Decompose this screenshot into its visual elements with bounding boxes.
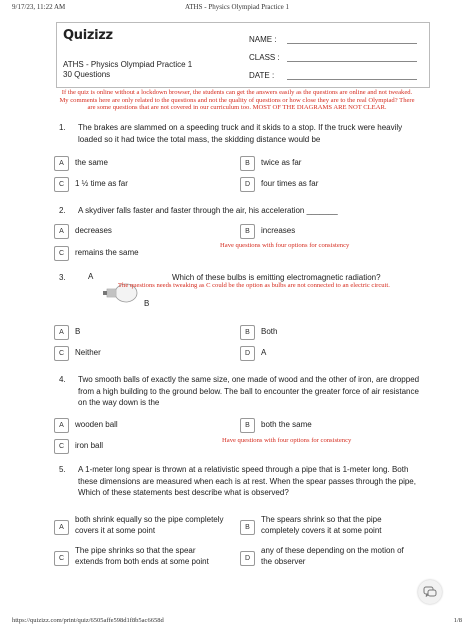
answer-option[interactable] (54, 246, 224, 261)
answer-option[interactable] (54, 177, 224, 192)
option-key: A (54, 418, 69, 433)
reviewer-note-line: If the quiz is online without a lockdown browser, the students can get the answers easily as the questions are online and not tweaked. (61, 89, 413, 96)
answer-option[interactable] (240, 514, 410, 540)
question-text: A skydiver falls faster and faster through the air, his acceleration _______ (78, 206, 338, 215)
option-key: A (54, 520, 69, 535)
class-label: CLASS : (249, 53, 280, 62)
option-key: B (240, 418, 255, 433)
answer-option[interactable] (240, 418, 410, 433)
quiz-title-block (63, 60, 192, 79)
answer-option[interactable] (54, 224, 224, 239)
reviewer-note: Have questions with four options for consistency (222, 437, 352, 444)
question-number: 4. (59, 375, 66, 384)
option-text: A (261, 348, 267, 357)
option-text: The spears shrink so that the pipe completely covers it at some point (261, 515, 382, 535)
answer-option[interactable] (54, 439, 224, 454)
bulb-label-a: A (88, 272, 94, 281)
answer-option[interactable] (54, 346, 224, 361)
option-text: both shrink equally so the pipe completely covers it at some point (75, 515, 224, 535)
question-number: 1. (59, 123, 66, 132)
answer-option[interactable] (54, 418, 224, 433)
option-text: 1 ½ time as far (75, 179, 128, 188)
reviewer-note-line: My comments here are only related to the questions and not the quality of questions or how close they are to the real Olympiad? There (59, 96, 415, 104)
option-key: C (54, 551, 69, 566)
option-text: remains the same (75, 248, 139, 257)
option-key: A (54, 156, 69, 171)
chat-icon (418, 580, 442, 604)
question-number: 5. (59, 465, 66, 474)
question-text: A 1-meter long spear is thrown at a relativistic speed through a pipe that is 1-meter long. Both these dimensions are measured when each is at rest. When the spear passes through the pipe, Which of these statements best describe what is observed? (78, 465, 416, 497)
answer-option[interactable] (54, 545, 224, 571)
option-key: C (54, 177, 69, 192)
name-line (287, 43, 417, 44)
question-number: 2. (59, 206, 66, 215)
name-label: NAME : (249, 35, 277, 44)
chat-button[interactable] (418, 580, 442, 604)
question-text: Two smooth balls of exactly the same size, one made of wood and the other of iron, are dropped from a high building to the ground below. The ball to encounter the greater force of air resistance on the way down is the (78, 375, 420, 407)
option-text: B (75, 327, 81, 336)
print-url: https://quizizz.com/print/quiz/6505affe598d1f8b5ac6658d (12, 617, 164, 624)
answer-option[interactable] (240, 177, 410, 192)
answer-option[interactable] (54, 325, 224, 340)
answer-option[interactable] (240, 346, 410, 361)
option-key: A (54, 325, 69, 340)
date-line (287, 79, 417, 80)
option-key: B (240, 325, 255, 340)
class-line (287, 61, 417, 62)
option-key: B (240, 156, 255, 171)
answer-option[interactable] (240, 325, 410, 340)
answer-option[interactable] (240, 156, 410, 171)
class-field (249, 53, 280, 62)
option-key: D (240, 346, 255, 361)
option-text: decreases (75, 226, 112, 235)
option-key: B (240, 224, 255, 239)
option-text: both the same (261, 420, 312, 429)
option-key: D (240, 177, 255, 192)
option-text: The pipe shrinks so that the spear extends from both ends at some point (75, 546, 209, 566)
option-key: C (54, 439, 69, 454)
question-number: 3. (59, 273, 66, 282)
quizizz-logo: Quizizz (63, 28, 113, 43)
print-title: ATHS - Physics Olympiad Practice 1 (184, 3, 289, 11)
date-label: DATE : (249, 71, 275, 80)
name-field (249, 35, 277, 44)
reviewer-note: The questions needs tweaking as C could be the option as bulbs are not connected to an electric circuit. (118, 282, 390, 289)
option-text: Both (261, 327, 278, 336)
date-field (249, 71, 274, 80)
option-key: C (54, 246, 69, 261)
option-text: the same (75, 158, 108, 167)
question-text: Which of these bulbs is emitting electromagnetic radiation? (172, 273, 381, 282)
option-key: A (54, 224, 69, 239)
quiz-title: ATHS - Physics Olympiad Practice 1 (63, 60, 193, 69)
quiz-header (56, 22, 430, 88)
reviewer-note (30, 89, 444, 112)
answer-option[interactable] (54, 514, 224, 540)
reviewer-note: Have questions with four options for consistency (220, 242, 350, 249)
option-text: increases (261, 226, 296, 235)
answer-option[interactable] (240, 224, 410, 239)
option-text: wooden ball (75, 420, 118, 429)
bulb-label-b: B (144, 299, 150, 308)
option-key: D (240, 551, 255, 566)
option-text: Neither (75, 348, 101, 357)
answer-option[interactable] (240, 545, 410, 571)
quiz-question-count: 30 Questions (63, 69, 111, 79)
option-key: C (54, 346, 69, 361)
question-text: The brakes are slammed on a speeding truck and it skids to a stop. If the truck were heavily loaded so it had twice the total mass, the skidding distance would be (78, 123, 403, 144)
option-key: B (240, 520, 255, 535)
option-text: any of these depending on the motion of the observer (261, 546, 404, 566)
page-number: 1/8 (453, 617, 462, 624)
option-text: iron ball (75, 441, 104, 450)
answer-option[interactable] (54, 156, 224, 171)
print-date: 9/17/23, 11:22 AM (12, 3, 66, 11)
reviewer-note-line: are some questions that are not covered in our curriculum too. MOST OF THE DIAGRAMS ARE NOT CLEAR. (87, 104, 387, 112)
option-text: twice as far (261, 158, 302, 167)
option-text: four times as far (261, 179, 319, 188)
